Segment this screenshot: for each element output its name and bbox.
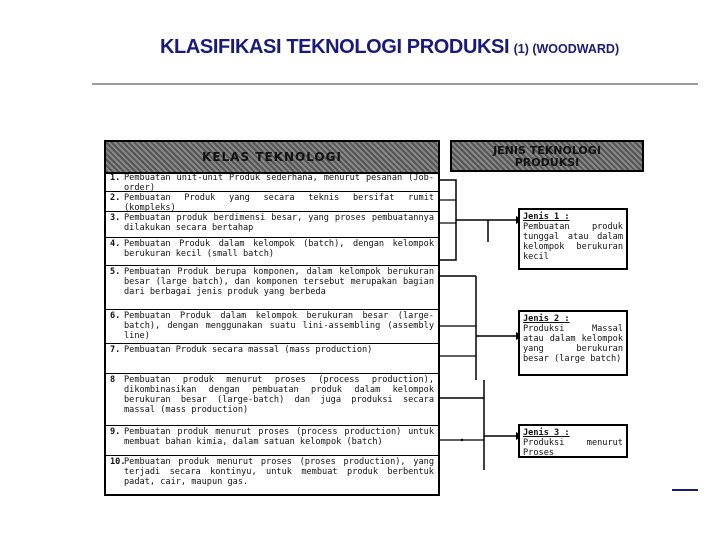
- row-text: Pembuatan Produk dalam kelompok berukuran besar (large-batch), dengan menggunakan suatu lini-assembling (assembly line): [124, 311, 434, 341]
- production-type-1: [518, 208, 628, 270]
- row-text: Pembuatan Produk berupa komponen, dalam kelompok berukuran besar (large batch), dan komponen tersebut merupakan bagian dari berbagai jenis produk yang berbeda: [124, 267, 434, 297]
- row-text: Pembuatan Produk yang secara teknis bersifat rumit (kompleks): [124, 193, 434, 213]
- row-number: 9.: [110, 427, 121, 437]
- row-number: 4.: [110, 239, 121, 249]
- slide-corner-mark: [672, 489, 698, 491]
- row-text: Pembuatan Produk secara massal (mass production): [124, 345, 373, 355]
- row-text: Pembuatan produk menurut proses (process production) untuk membuat bahan kimia, dalam satuan kelompok (batch): [124, 427, 434, 447]
- title-subtitle: (1) (WOODWARD): [513, 42, 620, 56]
- row-text: Pembuatan produk menurut proses (process production), dikombinasikan dengan pembuatan produk dalam kelompok berukuran besar (large-batch) dan juga produksi secara massal (mass production): [124, 375, 434, 415]
- row-text: Pembuatan produk menurut proses (proses production), yang terjadi secara kontinyu, untuk membuat produk berbentuk padat, cair, maupun gas.: [124, 457, 434, 487]
- row-number: 1.: [110, 173, 121, 183]
- production-type-1-text: Pembuatan produk tunggal atau dalam kelompok berukuran kecil: [523, 222, 623, 262]
- title-main: KLASIFIKASI TEKNOLOGI PRODUKSI: [160, 36, 510, 58]
- production-type-2-text: Produksi Massal atau dalam kelompok yang berukuran besar (large batch): [523, 324, 623, 364]
- title-divider: [92, 83, 698, 85]
- classification-figure: [104, 140, 644, 496]
- production-type-2: [518, 310, 628, 376]
- production-type-3-label: Jenis 3 :: [523, 428, 570, 438]
- production-type-3-text: Produksi menurut Proses: [523, 438, 623, 458]
- row-number: 5.: [110, 267, 121, 277]
- row-number: 10.: [110, 457, 126, 467]
- row-text: Pembuatan unit-unit Produk sederhana, menurut pesanan (Job-order): [124, 173, 434, 193]
- row-number: 2.: [110, 193, 121, 203]
- row-number: 7.: [110, 345, 121, 355]
- row-text: Pembuatan produk berdimensi besar, yang proses pembuatannya dilakukan secara bertahap: [124, 213, 434, 233]
- row-text: Pembuatan Produk dalam kelompok (batch), dengan kelompok berukuran kecil (small batch): [124, 239, 434, 259]
- row-number: 6.: [110, 311, 121, 321]
- production-type-2-label: Jenis 2 :: [523, 314, 570, 324]
- technology-class-header-label: KELAS TEKNOLOGI: [202, 150, 342, 164]
- row-number: 8: [110, 375, 116, 385]
- row-number: 3.: [110, 213, 121, 223]
- production-type-3: [518, 424, 628, 458]
- production-type-header-label: JENIS TEKNOLOGI PRODUKSI: [493, 144, 601, 169]
- production-type-1-label: Jenis 1 :: [523, 212, 570, 222]
- page-title: [160, 36, 619, 59]
